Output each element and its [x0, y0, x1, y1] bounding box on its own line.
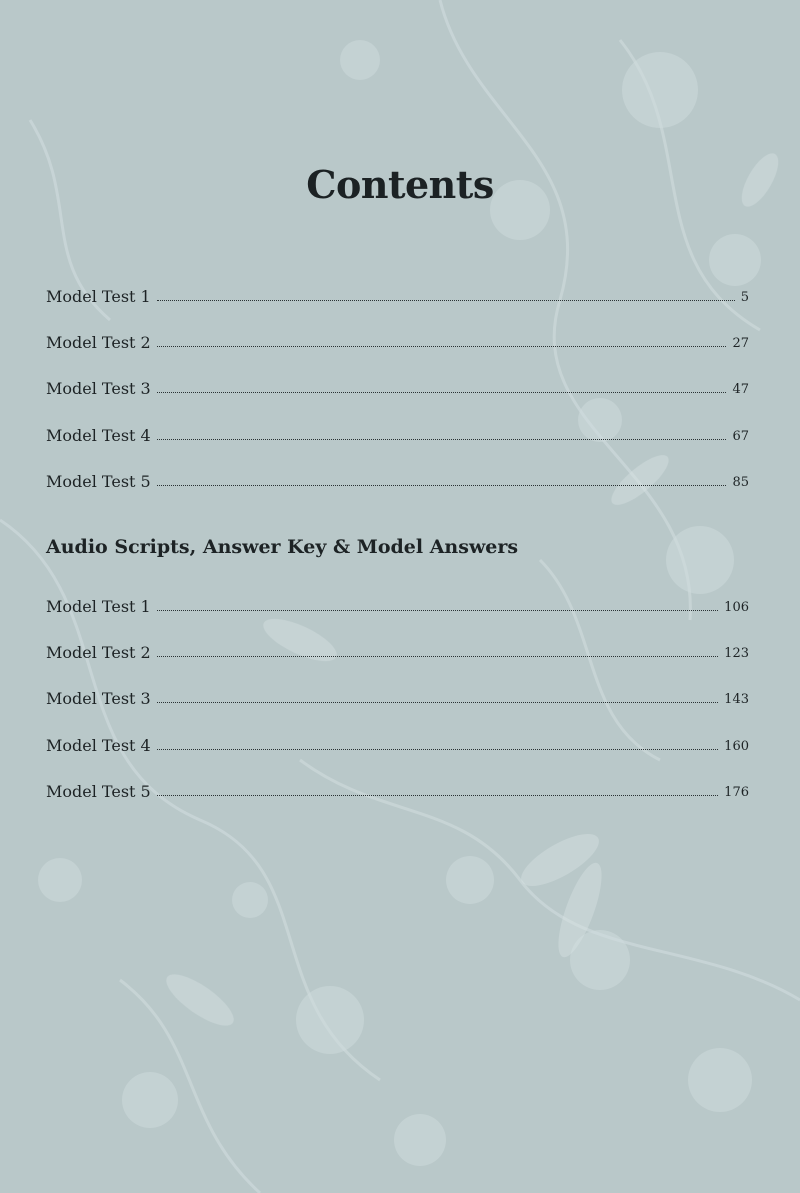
dot-leader	[157, 438, 727, 440]
dot-leader	[157, 391, 727, 393]
dot-leader	[157, 609, 718, 611]
toc-entry-answers-model-test-4[interactable]	[46, 731, 749, 755]
toc-entry-page: 176	[724, 785, 749, 800]
dot-leader	[157, 345, 727, 347]
toc-entry-label: Model Test 1	[46, 597, 151, 616]
toc-entry-label: Model Test 3	[46, 689, 151, 708]
toc-entry-answers-model-test-2[interactable]	[46, 638, 749, 662]
dot-leader	[157, 484, 727, 486]
toc-entry-label: Model Test 2	[46, 643, 151, 662]
page-title: Contents	[306, 162, 494, 207]
toc-entry-page: 67	[732, 429, 749, 444]
toc-entry-answers-model-test-1[interactable]	[46, 592, 749, 616]
toc-entry-page: 85	[732, 475, 749, 490]
toc-entry-label: Model Test 3	[46, 379, 151, 398]
toc-entry-model-test-4[interactable]	[46, 421, 749, 445]
toc-entry-answers-model-test-3[interactable]	[46, 684, 749, 708]
toc-entry-answers-model-test-5[interactable]	[46, 777, 749, 801]
toc-entry-model-test-1[interactable]	[46, 282, 749, 306]
dot-leader	[157, 748, 718, 750]
toc-entry-model-test-3[interactable]	[46, 374, 749, 398]
toc-entry-page: 27	[732, 336, 749, 351]
toc-entry-label: Model Test 5	[46, 472, 151, 491]
toc-entry-page: 123	[724, 646, 749, 661]
toc-entry-label: Model Test 4	[46, 736, 151, 755]
toc-entry-label: Model Test 5	[46, 782, 151, 801]
toc-entry-page: 47	[732, 382, 749, 397]
toc-entry-label: Model Test 2	[46, 333, 151, 352]
toc-entry-label: Model Test 4	[46, 426, 151, 445]
dot-leader	[157, 794, 718, 796]
toc-entry-page: 106	[724, 600, 749, 615]
toc-entry-page: 5	[740, 290, 749, 305]
dot-leader	[157, 701, 718, 703]
toc-entry-model-test-2[interactable]	[46, 328, 749, 352]
dot-leader	[157, 299, 735, 301]
toc-entry-page: 160	[724, 739, 749, 754]
section-heading-answers: Audio Scripts, Answer Key & Model Answers	[46, 536, 519, 558]
toc-entry-page: 143	[724, 692, 749, 707]
dot-leader	[157, 655, 718, 657]
toc-entry-model-test-5[interactable]	[46, 467, 749, 491]
toc-entry-label: Model Test 1	[46, 287, 151, 306]
